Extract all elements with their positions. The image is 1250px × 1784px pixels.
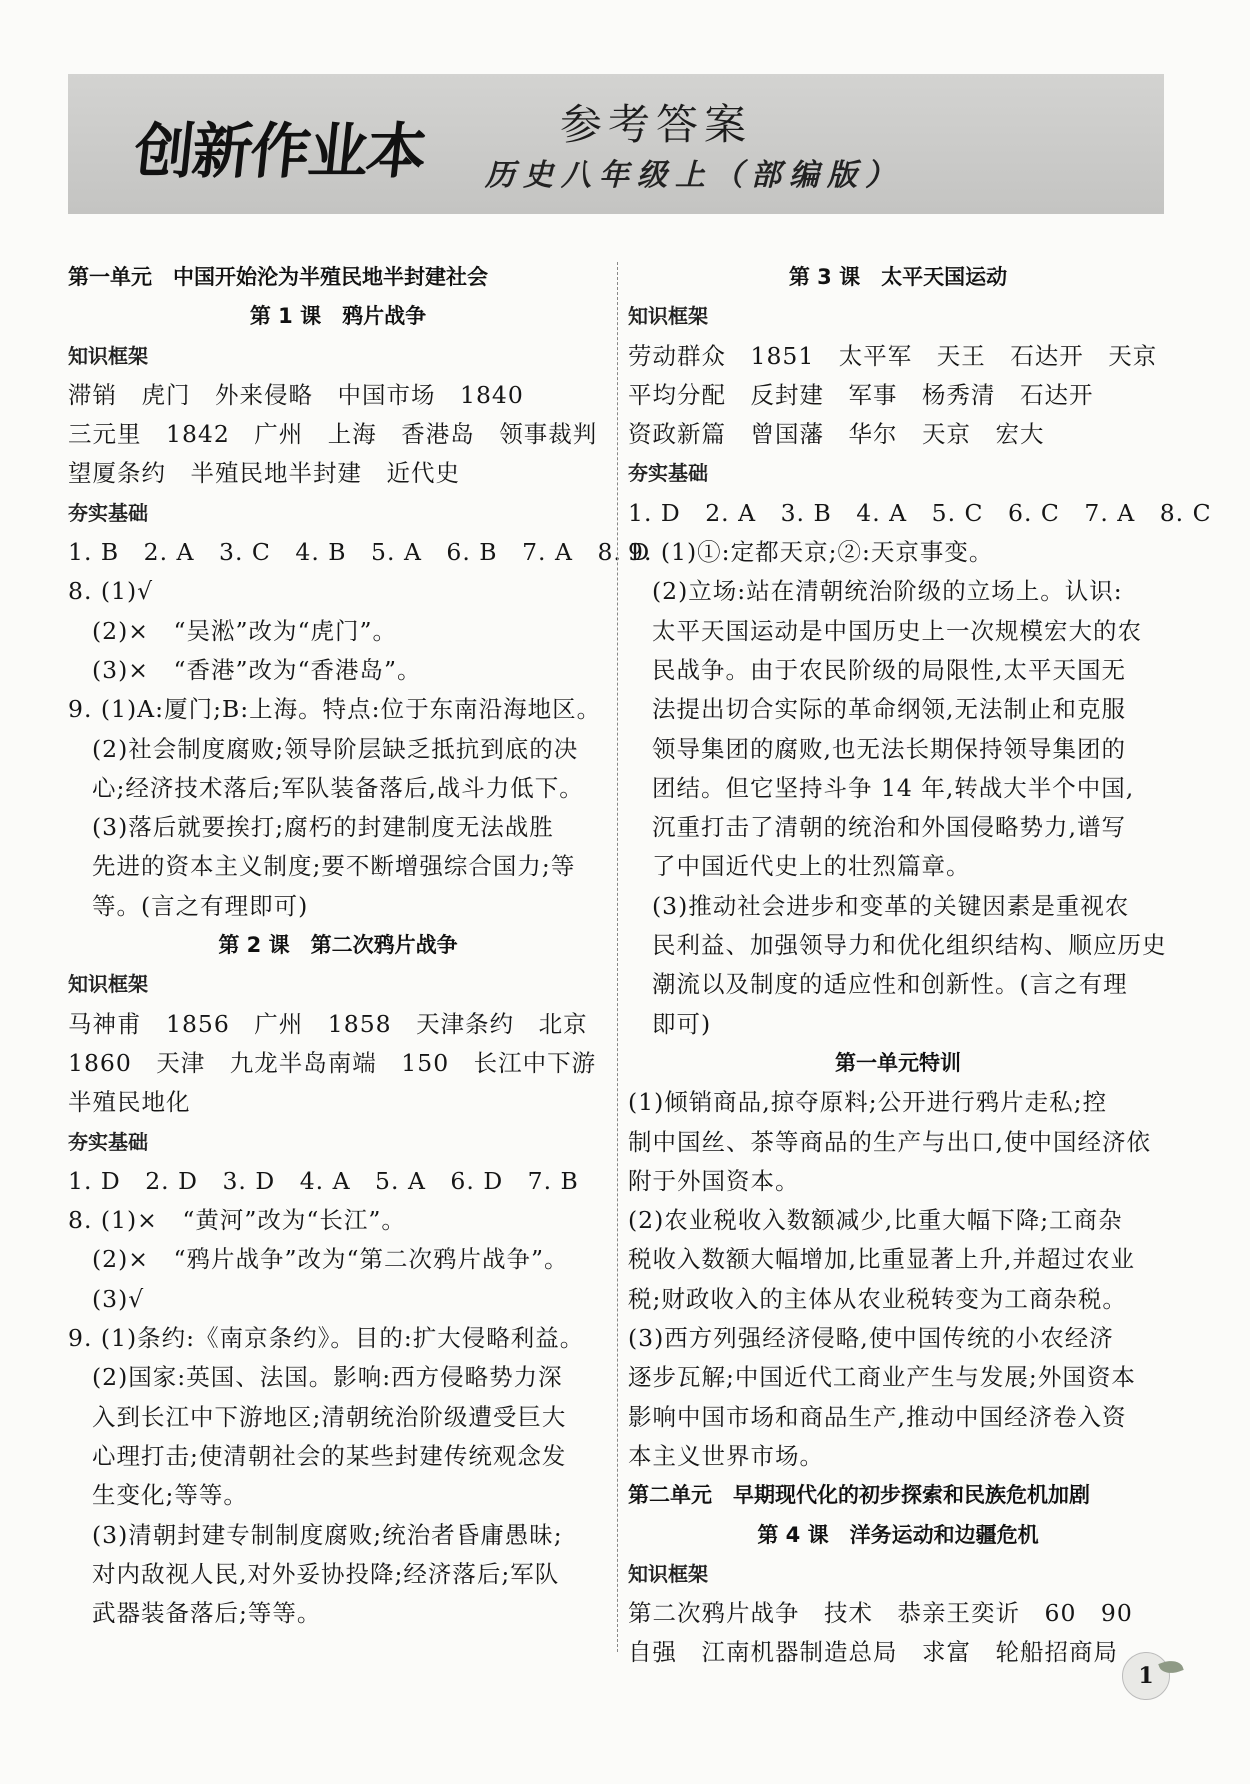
page-number: 1 — [1138, 1663, 1154, 1689]
answer-line: 等。(言之有理即可) — [92, 891, 309, 920]
answer-line: 领导集团的腐败,也无法长期保持领导集团的 — [652, 734, 1126, 763]
section-label: 知识框架 — [68, 972, 148, 997]
answer-line: (2)社会制度腐败;领导阶层缺乏抵抗到底的决 — [92, 734, 579, 763]
answer-line: 资政新篇 曾国藩 华尔 天京 宏大 — [628, 420, 1045, 449]
answer-line: 1. D 2. D 3. D 4. A 5. A 6. D 7. B — [68, 1166, 579, 1195]
answer-line: 生变化;等等。 — [92, 1481, 248, 1510]
answer-line: (3)× “香港”改为“香港岛”。 — [92, 655, 422, 684]
answer-line: 第二次鸦片战争 技术 恭亲王奕䜣 60 90 — [628, 1599, 1133, 1628]
answer-line: 法提出切合实际的革命纲领,无法制止和克服 — [652, 695, 1126, 724]
answer-line: 心理打击;使清朝社会的某些封建传统观念发 — [92, 1441, 567, 1470]
lesson-heading: 第 4 课 洋务运动和边疆危机 — [757, 1522, 1039, 1547]
answer-line: 平均分配 反封建 军事 杨秀清 石达开 — [628, 380, 1094, 409]
answer-line: 入到长江中下游地区;清朝统治阶级遭受巨大 — [92, 1402, 567, 1431]
answer-line: 制中国丝、茶等商品的生产与出口,使中国经济依 — [628, 1127, 1151, 1156]
answer-line: 劳动群众 1851 太平军 天王 石达开 天京 — [628, 341, 1158, 370]
column-divider — [617, 262, 618, 1652]
answer-line: (1)倾销商品,掠夺原料;公开进行鸦片走私;控 — [628, 1088, 1108, 1117]
answer-line: 潮流以及制度的适应性和创新性。(言之有理 — [652, 970, 1128, 999]
answer-line: (2)× “吴淞”改为“虎门”。 — [92, 616, 398, 645]
answer-line: (3)西方列强经济侵略,使中国传统的小农经济 — [628, 1324, 1114, 1353]
answer-line: 团结。但它坚持斗争 14 年,转战大半个中国, — [652, 773, 1135, 802]
answer-line: 9. (1)A:厦门;B:上海。特点:位于东南沿海地区。 — [68, 695, 602, 724]
answer-line: 心;经济技术落后;军队装备落后,战斗力低下。 — [92, 773, 584, 802]
lesson-heading: 第 1 课 鸦片战争 — [249, 304, 427, 329]
left-column — [68, 258, 651, 1633]
lesson-heading: 第 2 课 第二次鸦片战争 — [218, 933, 458, 958]
answer-line: 沉重打击了清朝的统治和外国侵略势力,谱写 — [652, 813, 1126, 842]
lesson-heading: 第一单元 中国开始沦为半殖民地半封建社会 — [68, 265, 488, 289]
section-label: 知识框架 — [628, 304, 708, 329]
answer-line: 9. (1)条约:《南京条约》。目的:扩大侵略利益。 — [68, 1324, 585, 1353]
answer-line: 8. (1)× “黄河”改为“长江”。 — [68, 1206, 406, 1235]
page-title: 参考答案 — [560, 100, 753, 149]
answer-line: 1860 天津 九龙半岛南端 150 长江中下游 — [68, 1048, 597, 1077]
section-label: 知识框架 — [628, 1561, 708, 1586]
answer-line: (2)× “鸦片战争”改为“第二次鸦片战争”。 — [92, 1245, 569, 1274]
answer-line: 民战争。由于农民阶级的局限性,太平天国无 — [652, 655, 1126, 684]
answer-line: 了中国近代史上的壮烈篇章。 — [652, 852, 971, 881]
answer-line: 半殖民地化 — [68, 1088, 191, 1117]
section-label: 夯实基础 — [628, 461, 708, 486]
answer-line: 税;财政收入的主体从农业税转变为工商杂税。 — [628, 1284, 1127, 1313]
answer-line: 民利益、加强领导力和优化组织结构、顺应历史 — [652, 931, 1167, 960]
page-number-badge — [1122, 1652, 1170, 1700]
answer-line: (2)农业税收入数额减少,比重大幅下降;工商杂 — [628, 1206, 1123, 1235]
answer-line: 逐步瓦解;中国近代工商业产生与发展;外国资本 — [628, 1363, 1136, 1392]
answer-line: 8. (1)√ — [68, 577, 154, 606]
lesson-heading: 第二单元 早期现代化的初步探索和民族危机加剧 — [628, 1483, 1090, 1508]
answer-line: 附于外国资本。 — [628, 1166, 800, 1195]
answer-line: (2)立场:站在清朝统治阶级的立场上。认识: — [652, 577, 1123, 606]
lesson-heading: 第 3 课 太平天国运动 — [788, 265, 1008, 289]
answer-line: 1. B 2. A 3. C 4. B 5. A 6. B 7. A 8. D — [68, 538, 651, 567]
answer-line: 先进的资本主义制度;要不断增强综合国力;等 — [92, 852, 576, 881]
section-label: 夯实基础 — [68, 1129, 148, 1154]
answer-line: 即可) — [652, 1009, 712, 1038]
answer-line: 1. D 2. A 3. B 4. A 5. C 6. C 7. A 8. C — [628, 498, 1212, 527]
section-label: 夯实基础 — [68, 500, 148, 525]
answer-line: 三元里 1842 广州 上海 香港岛 领事裁判 — [68, 420, 598, 449]
right-column — [628, 258, 1212, 1673]
answer-line: 马神甫 1856 广州 1858 天津条约 北京 — [68, 1009, 588, 1038]
answer-line: (3)√ — [92, 1284, 145, 1313]
page-subtitle: 历史八年级上（部编版） — [485, 158, 903, 193]
answer-line: 自强 江南机器制造总局 求富 轮船招商局 — [628, 1638, 1118, 1667]
answer-line: 影响中国市场和商品生产,推动中国经济卷入资 — [628, 1402, 1127, 1431]
answer-line: 武器装备落后;等等。 — [92, 1599, 322, 1628]
answer-line: (2)国家:英国、法国。影响:西方侵略势力深 — [92, 1363, 563, 1392]
answer-line: (3)推动社会进步和变革的关键因素是重视农 — [652, 891, 1130, 920]
answer-line: 对内敌视人民,对外妥协投降;经济落后;军队 — [92, 1559, 560, 1588]
answer-line: (3)落后就要挨打;腐朽的封建制度无法战胜 — [92, 813, 554, 842]
answer-line: 9. (1)①:定都天京;②:天京事变。 — [628, 538, 994, 567]
answer-line: 本主义世界市场。 — [628, 1441, 824, 1470]
logo: 创新作业本 — [130, 117, 429, 187]
answer-line: 滞销 虎门 外来侵略 中国市场 1840 — [68, 380, 524, 409]
answer-line: 税收入数额大幅增加,比重显著上升,并超过农业 — [628, 1245, 1135, 1274]
lesson-heading: 第一单元特训 — [835, 1050, 961, 1075]
section-label: 知识框架 — [68, 343, 148, 368]
answer-line: 太平天国运动是中国历史上一次规模宏大的农 — [652, 616, 1142, 645]
answer-line: 望厦条约 半殖民地半封建 近代史 — [68, 459, 460, 488]
answer-line: (3)清朝封建专制制度腐败;统治者昏庸愚昧; — [92, 1520, 563, 1549]
